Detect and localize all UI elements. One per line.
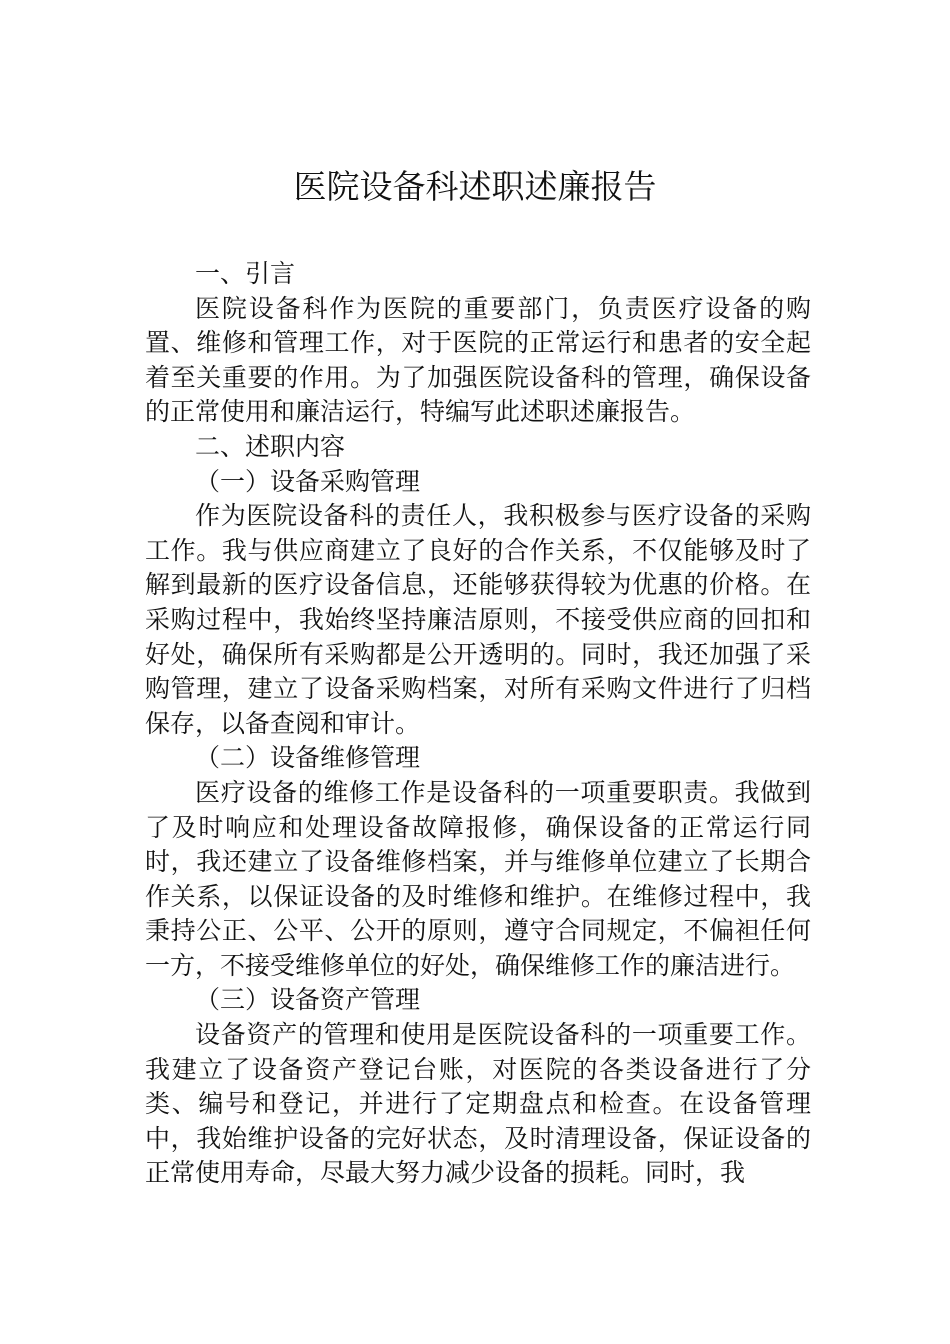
subsection-heading-maintenance: （二）设备维修管理 xyxy=(195,743,421,773)
paragraph-assets: 设备资产的管理和使用是医院设备科的一项重要工作。我建立了设备资产登记台账，对医院的各类设备进行了分类、编号和登记，并进行了定期盘点和检查。在设备管理中，我始维护设备的完好状态，及时清理设备，保证设备的正常使用寿命，尽最大努力减少设备的损耗。同时，我 xyxy=(145,1020,811,1188)
paragraph-maintenance: 医疗设备的维修工作是设备科的一项重要职责。我做到了及时响应和处理设备故障报修，确保设备的正常运行同时，我还建立了设备维修档案，并与维修单位建立了长期合作关系，以保证设备的及时维修和维护。在维修过程中，我秉持公正、公平、公开的原则，遵守合同规定，不偏袒任何一方，不接受维修单位的好处，确保维修工作的廉洁进行。 xyxy=(145,777,811,980)
subsection-heading-procurement: （一）设备采购管理 xyxy=(195,466,421,496)
section-heading-intro: 一、引言 xyxy=(195,259,296,288)
document-title: 医院设备科述职述廉报告 xyxy=(293,167,657,206)
section-heading-content: 二、述职内容 xyxy=(195,431,346,461)
paragraph-intro: 医院设备科作为医院的重要部门，负责医疗设备的购置、维修和管理工作，对于医院的正常运行和患者的安全起着至关重要的作用。为了加强医院设备科的管理，确保设备的正常使用和廉洁运行，特编写此述职述廉报告。 xyxy=(145,293,811,427)
document-body xyxy=(145,257,811,1191)
subsection-heading-assets: （三）设备资产管理 xyxy=(195,985,421,1015)
paragraph-procurement: 作为医院设备科的责任人，我积极参与医疗设备的采购工作。我与供应商建立了良好的合作关系，不仅能够及时了解到最新的医疗设备信息，还能够获得较为优惠的价格。在采购过程中，我始终坚持廉洁原则，不接受供应商的回扣和好处，确保所有采购都是公开透明的。同时，我还加强了采购管理，建立了设备采购档案，对所有采购文件进行了归档保存，以备查阅和审计。 xyxy=(145,501,811,738)
